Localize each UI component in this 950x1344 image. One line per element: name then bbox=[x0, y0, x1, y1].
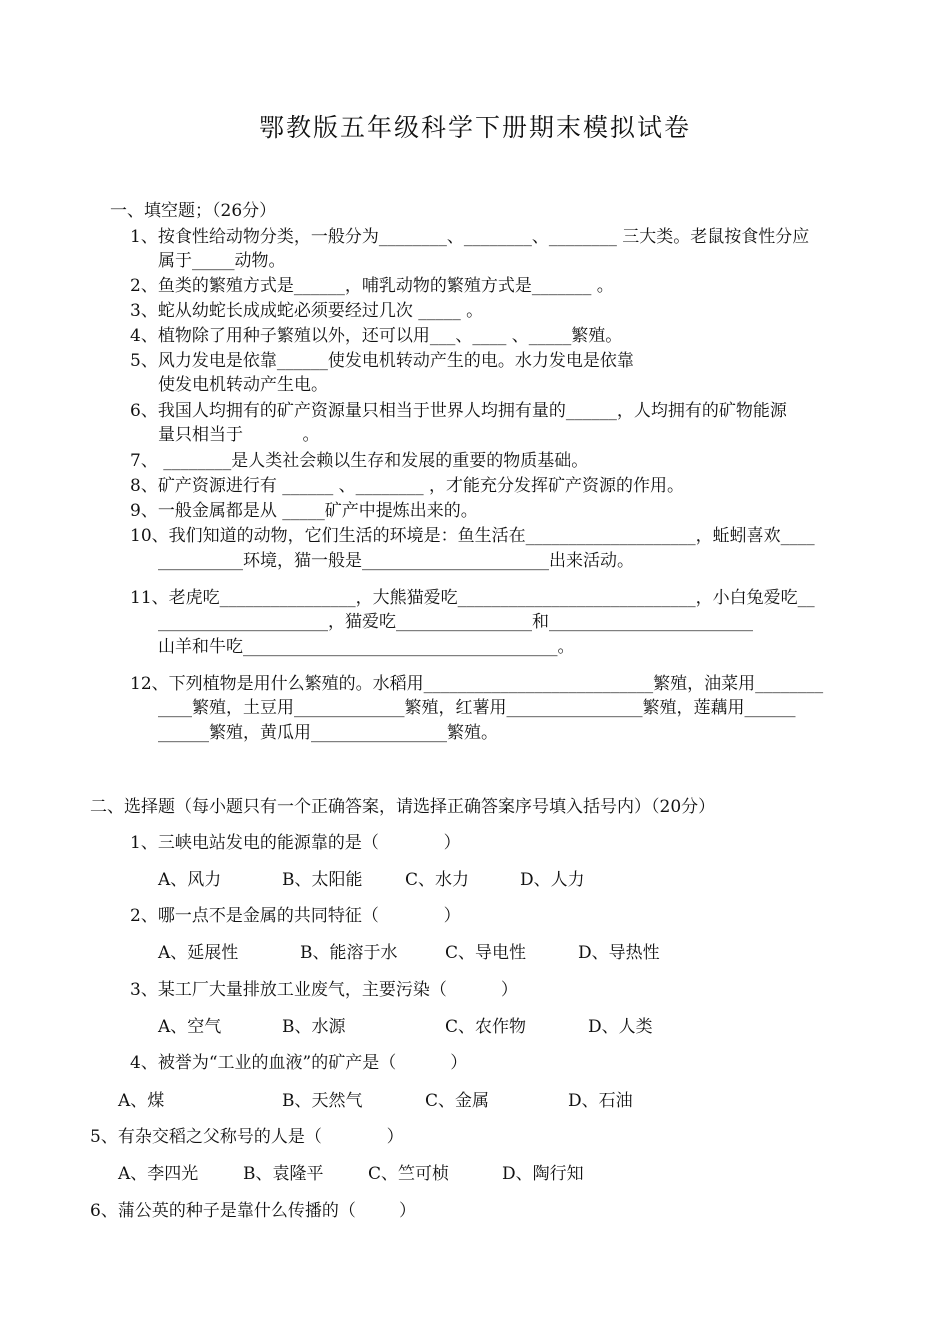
choice-option-a: A、空气 bbox=[158, 1017, 222, 1037]
choice-option-b: B、天然气 bbox=[282, 1091, 363, 1111]
choice-question: 4、被誉为“工业的血液”的矿产是（ ） bbox=[130, 1053, 468, 1073]
choice-option-c: C、水力 bbox=[405, 870, 470, 890]
choice-question: 2、哪一点不是金属的共同特征（ ） bbox=[130, 906, 461, 926]
choice-question: 3、某工厂大量排放工业废气，主要污染（ ） bbox=[130, 980, 518, 1000]
question-line: 5、风力发电是依靠______使发电机转动产生的电。水力发电是依靠 bbox=[130, 351, 634, 371]
question-line: 3、蛇从幼蛇长成成蛇必须要经过几次 _____ 。 bbox=[130, 301, 484, 321]
choice-question: 6、蒲公英的种子是靠什么传播的（ ） bbox=[90, 1201, 417, 1221]
choice-question: 5、有杂交稻之父称号的人是（ ） bbox=[90, 1127, 404, 1147]
page-title: 鄂教版五年级科学下册期末模拟试卷 bbox=[258, 113, 691, 142]
choice-option-b: B、水源 bbox=[282, 1017, 346, 1037]
choice-option-d: D、陶行知 bbox=[502, 1164, 584, 1184]
question-line: 使发电机转动产生电。 bbox=[158, 375, 328, 395]
choice-option-b: B、袁隆平 bbox=[243, 1164, 324, 1184]
choice-option-d: D、人力 bbox=[520, 870, 585, 890]
question-line: 9、一般金属都是从 _____矿产中提炼出来的。 bbox=[130, 501, 478, 521]
choice-option-d: D、导热性 bbox=[578, 943, 660, 963]
choice-option-b: B、能溶于水 bbox=[300, 943, 398, 963]
choice-option-a: A、风力 bbox=[158, 870, 222, 890]
question-line: 11、老虎吃________________，大熊猫爱吃____________________________，小白兔爱吃__ bbox=[130, 588, 815, 608]
question-line: ____________________，猫爱吃________________和________________________ bbox=[158, 612, 753, 632]
choice-option-b: B、太阳能 bbox=[282, 870, 363, 890]
question-line: 6、我国人均拥有的矿产资源量只相当于世界人均拥有量的______，人均拥有的矿物能源 bbox=[130, 401, 787, 421]
choice-option-a: A、李四光 bbox=[118, 1164, 199, 1184]
question-line: 12、下列植物是用什么繁殖的。水稻用___________________________繁殖，油菜用________ bbox=[130, 674, 824, 694]
choice-question: 1、三峡电站发电的能源靠的是（ ） bbox=[130, 833, 461, 853]
section-heading-fill-blank: 一、填空题；（26分） bbox=[110, 201, 277, 221]
question-line: ______繁殖，黄瓜用________________繁殖。 bbox=[158, 723, 498, 743]
question-line: 量只相当于 。 bbox=[158, 425, 320, 445]
question-line: 2、鱼类的繁殖方式是______，哺乳动物的繁殖方式是_______ 。 bbox=[130, 276, 614, 296]
section-heading-multiple-choice: 二、选择题（每小题只有一个正确答案，请选择正确答案序号填入括号内）（20分） bbox=[90, 797, 716, 817]
question-line: 山羊和牛吃_____________________________________。 bbox=[158, 637, 575, 657]
question-line: 属于_____动物。 bbox=[158, 251, 286, 271]
question-line: 1、按食性给动物分类，一般分为________、________、________ 三大类。老鼠按食性分应 bbox=[130, 227, 810, 247]
choice-option-c: C、金属 bbox=[425, 1091, 490, 1111]
choice-option-d: D、石油 bbox=[568, 1091, 633, 1111]
question-line: 10、我们知道的动物，它们生活的环境是：鱼生活在____________________，蚯蚓喜欢____ bbox=[130, 526, 815, 546]
question-line: 8、矿产资源进行有 ______ 、________ ，才能充分发挥矿产资源的作用。 bbox=[130, 476, 685, 496]
choice-option-c: C、农作物 bbox=[445, 1017, 527, 1037]
question-line: 4、植物除了用种子繁殖以外，还可以用___、____ 、_____繁殖。 bbox=[130, 326, 623, 346]
question-line: __________环境，猫一般是______________________出来活动。 bbox=[158, 551, 634, 571]
choice-option-a: A、延展性 bbox=[158, 943, 239, 963]
choice-option-c: C、竺可桢 bbox=[368, 1164, 450, 1184]
choice-option-c: C、导电性 bbox=[445, 943, 527, 963]
question-line: 7、 ________是人类社会赖以生存和发展的重要的物质基础。 bbox=[130, 451, 589, 471]
choice-option-d: D、人类 bbox=[588, 1017, 653, 1037]
question-line: ____繁殖，土豆用_____________繁殖，红薯用________________繁殖，莲藕用______ bbox=[158, 698, 796, 718]
choice-option-a: A、煤 bbox=[118, 1091, 165, 1111]
